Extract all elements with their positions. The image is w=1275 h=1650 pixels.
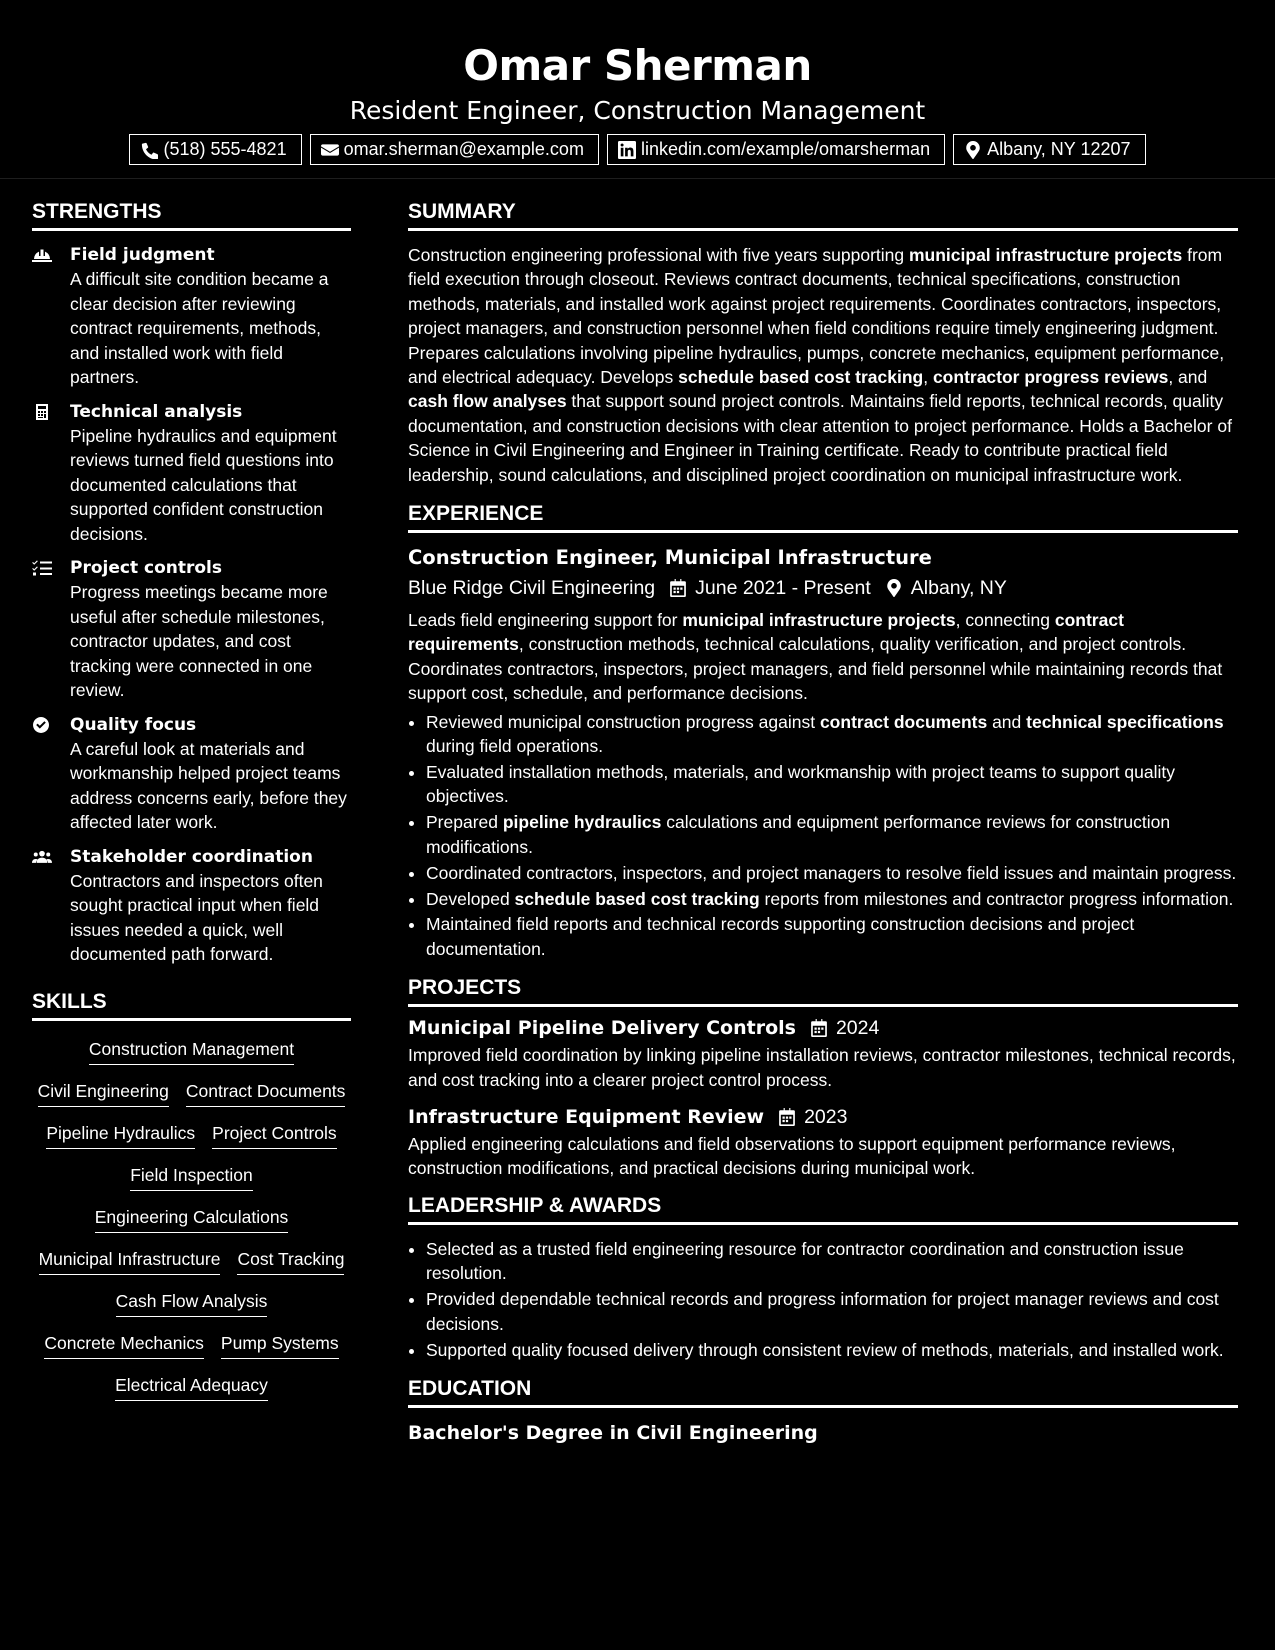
summary-heading: SUMMARY <box>408 199 1238 231</box>
list-item: • Selected as a trusted field engineering resource for contractor coordination and construction issue resolution. <box>426 1237 1238 1286</box>
linkedin-icon <box>618 141 636 159</box>
calendar-icon <box>810 1019 828 1037</box>
location-text: Albany, NY 12207 <box>987 139 1131 159</box>
job-title: Construction Engineer, Municipal Infrastructure <box>408 546 932 570</box>
leadership-heading: LEADERSHIP & AWARDS <box>408 1193 1238 1225</box>
job-bullets <box>408 710 1238 962</box>
degree-title: Bachelor's Degree in Civil Engineering <box>408 1421 818 1444</box>
skills-heading: SKILLS <box>32 989 351 1021</box>
users-icon <box>32 849 52 865</box>
contact-email[interactable] <box>310 134 599 165</box>
skill-tag: Construction Management <box>89 1037 294 1065</box>
project-description: Improved field coordination by linking pipeline installation reviews, contractor milestones, technical records, and cost tracking into a clearer project control process. <box>408 1045 1236 1090</box>
list-item: • Provided dependable technical records and progress information for project manager reviews and cost decisions. <box>426 1287 1238 1336</box>
list-item: • Maintained field reports and technical records supporting construction decisions and project documentation. <box>426 912 1238 961</box>
education-heading: EDUCATION <box>408 1376 1238 1408</box>
list-check-icon <box>32 560 52 576</box>
project-title: Municipal Pipeline Delivery Controls 2024 <box>408 1017 880 1040</box>
strength-text: A careful look at materials and workmanship helped project teams address concerns early, before they affected later work. <box>70 738 347 832</box>
strength-text: Progress meetings became more useful after schedule milestones, contractor updates, and cost tracking were connected in one review. <box>70 582 328 700</box>
strength-item <box>32 243 351 390</box>
list-item: • Reviewed municipal construction progress against contract documents and technical specifications during field operations. <box>426 710 1238 759</box>
envelope-icon <box>321 141 339 159</box>
experience-heading: EXPERIENCE <box>408 501 1238 533</box>
candidate-title: Resident Engineer, Construction Management <box>349 96 926 125</box>
strength-text: Contractors and inspectors often sought practical input when field issues needed a quick, well documented path forward. <box>70 870 323 964</box>
phone-text: (518) 555-4821 <box>163 139 287 159</box>
strength-item <box>32 400 351 547</box>
skill-tag: Pipeline Hydraulics <box>46 1121 195 1149</box>
calculator-icon <box>32 404 52 420</box>
strengths-heading: STRENGTHS <box>32 199 351 231</box>
project-description: Applied engineering calculations and field observations to support equipment performance reviews, construction modifications, and practical decisions during municipal work. <box>408 1134 1176 1179</box>
calendar-icon <box>778 1108 796 1126</box>
contact-linkedin[interactable] <box>607 134 945 165</box>
project-year: 2024 <box>835 1017 880 1040</box>
skill-tag: Cost Tracking <box>237 1247 344 1275</box>
strength-title: Technical analysis <box>70 401 243 422</box>
skill-tag: Electrical Adequacy <box>115 1373 268 1401</box>
company-name: Blue Ridge Civil Engineering <box>408 577 656 600</box>
skill-tag: Civil Engineering <box>38 1079 169 1107</box>
left-column <box>32 199 351 1446</box>
job-location: Albany, NY <box>910 577 1007 600</box>
job-dates: June 2021 - Present <box>695 577 871 600</box>
strength-title: Field judgment <box>70 245 215 265</box>
strength-title: Stakeholder coordination <box>70 846 313 867</box>
list-item: • Prepared pipeline hydraulics calculations and equipment performance reviews for construction modifications. <box>426 810 1238 859</box>
list-item: • Evaluated installation methods, materials, and workmanship with project teams to support quality objectives. <box>426 760 1238 809</box>
linkedin-text: linkedin.com/example/omarsherman <box>640 139 931 159</box>
strength-title: Quality focus <box>70 714 197 735</box>
skill-tag: Municipal Infrastructure <box>39 1247 221 1275</box>
skill-tag: Pump Systems <box>221 1331 339 1359</box>
job-meta <box>408 574 1238 602</box>
strength-text: Pipeline hydraulics and equipment reviews turned field questions into documented calculations that supported confident construction decisions. <box>70 425 337 544</box>
job-description: Leads field engineering support for municipal infrastructure projects, connecting contract requirements, construction methods, technical calculations, quality verification, and project controls. Coordinates contractors, inspectors, project managers, and field personnel while maintaining records that support cost, schedule, and performance decisions. <box>408 610 1223 704</box>
summary-text: Construction engineering professional with five years supporting municipal infrastructure projects from field execution through closeout. Reviews contract documents, technical specifications, construction methods, materials, and installed work against project requirements. Coordinates contractors, inspectors, project managers, and construction personnel when field conditions require timely engineering judgment. Prepares calculations involving pipeline hydraulics, pumps, concrete mechanics, equipment performance, and electrical adequacy. Develops schedule based cost tracking, contractor progress reviews, and cash flow analyses that support sound project controls. Maintains field reports, technical records, quality documentation, and construction decisions with clear attention to project performance. Holds a Bachelor of Science in Civil Engineering and Engineer in Training certificate. Ready to contribute practical field leadership, sound calculations, and disciplined project coordination on municipal infrastructure work. <box>408 245 1232 485</box>
strength-item <box>32 556 351 703</box>
skill-tag: Cash Flow Analysis <box>116 1289 268 1317</box>
list-item: • Supported quality focused delivery through consistent review of methods, materials, and installed work. <box>426 1338 1238 1362</box>
strength-title: Project controls <box>70 558 222 578</box>
email-text: omar.sherman@example.com <box>343 139 584 159</box>
candidate-name: Omar Sherman <box>463 41 812 90</box>
skill-tag: Engineering Calculations <box>95 1205 289 1233</box>
project-title: Infrastructure Equipment Review 2023 <box>408 1106 848 1129</box>
map-pin-icon <box>885 579 903 597</box>
skill-tag: Contract Documents <box>186 1079 346 1107</box>
skill-tag: Project Controls <box>212 1121 337 1149</box>
hard-hat-icon <box>32 247 52 263</box>
strength-item <box>32 845 351 967</box>
calendar-icon <box>669 579 687 597</box>
list-item: • Developed schedule based cost tracking reports from milestones and contractor progress information. <box>426 887 1238 911</box>
projects-heading: PROJECTS <box>408 975 1238 1007</box>
leadership-list <box>408 1237 1238 1362</box>
contact-bar <box>0 134 1275 165</box>
map-pin-icon <box>964 141 982 159</box>
skill-tag: Field Inspection <box>130 1163 253 1191</box>
strength-item <box>32 713 351 835</box>
project-year: 2023 <box>804 1106 848 1129</box>
resume-body <box>0 179 1275 1446</box>
resume-header <box>0 0 1275 179</box>
skills-list <box>32 1037 351 1401</box>
contact-location[interactable] <box>953 134 1145 165</box>
phone-icon <box>140 141 158 159</box>
list-item: • Coordinated contractors, inspectors, and project managers to resolve field issues and maintain progress. <box>426 861 1238 885</box>
check-circle-icon <box>32 717 52 733</box>
strength-text: A difficult site condition became a clear decision after reviewing contract requirements, methods, and installed work with field partners. <box>70 269 329 387</box>
skill-tag: Concrete Mechanics <box>44 1331 204 1359</box>
right-column <box>408 199 1238 1446</box>
contact-phone[interactable] <box>129 134 301 165</box>
